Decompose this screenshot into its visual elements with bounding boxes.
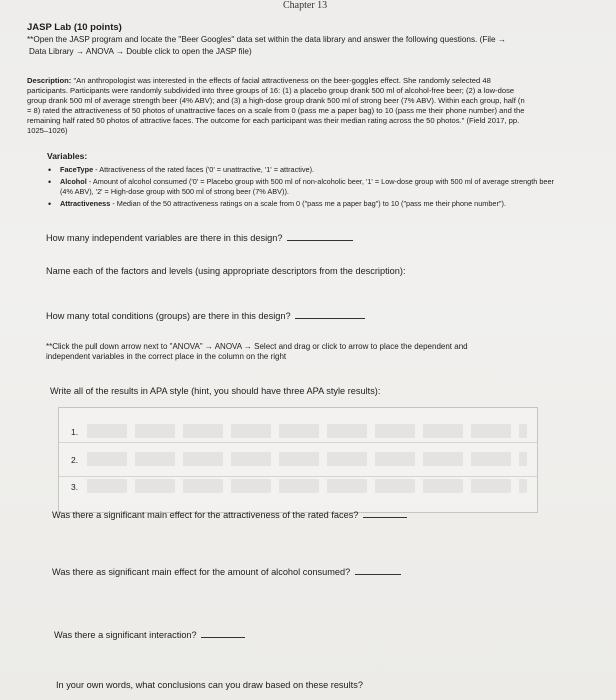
- question-main-effect-faces: [52, 509, 407, 520]
- results-answer-box[interactable]: [58, 407, 538, 513]
- chapter-header: Chapter 13: [283, 0, 328, 11]
- question-text: Was there a significant main effect for the attractiveness of the rated faces?: [52, 510, 359, 520]
- question-text: How many independent variables are there in this design?: [46, 233, 283, 243]
- question-text: Was there a significant interaction?: [54, 630, 197, 640]
- question-apa-results: Write all of the results in APA style (hint, you should have three APA style results):: [50, 386, 381, 396]
- variable-name: Alcohol: [60, 177, 87, 186]
- question-main-effect-alcohol: [52, 566, 401, 577]
- result-number-3: 3.: [71, 482, 79, 492]
- description-label: Description:: [27, 76, 72, 85]
- question-iv-count: [46, 232, 353, 243]
- question-interaction: [54, 629, 245, 640]
- variable-item-alcohol: [60, 177, 560, 197]
- variable-name: Attractiveness: [60, 199, 111, 208]
- result-answer-3[interactable]: [87, 479, 527, 493]
- variable-desc: - Attractiveness of the rated faces ('0' = unattractive, '1' = attractive).: [93, 165, 315, 174]
- variable-item-facetype: [60, 165, 560, 175]
- description-text-1: "An anthropologist was interested in the effects of facial attractiveness on the beer-goggles effect. She randomly selected 48: [73, 76, 491, 85]
- result-answer-1[interactable]: [87, 424, 527, 438]
- description-line-6: 1025–1026): [27, 126, 68, 135]
- answer-blank[interactable]: [363, 509, 407, 518]
- question-conditions: [46, 310, 365, 321]
- result-number-2: 2.: [71, 455, 79, 465]
- question-text: Was there as significant main effect for the amount of alcohol consumed?: [52, 567, 351, 577]
- question-text: How many total conditions (groups) are there in this design?: [46, 311, 291, 321]
- instruction-line-1: **Open the JASP program and locate the "Beer Googles" data set within the data library and answer the following questions. (File →: [27, 35, 506, 44]
- result-answer-2[interactable]: [87, 452, 527, 466]
- instruction-line-2: Data Library → ANOVA → Double click to open the JASP file): [29, 47, 252, 56]
- description-line-3: group drank 500 ml of average strength beer (4% ABV); and (3) a high-dose group drank 500 ml of strong beer (7% ABV). Within each group, half (n: [27, 96, 525, 105]
- question-conclusions: In your own words, what conclusions can you draw based on these results?: [56, 680, 363, 690]
- variables-heading: Variables:: [47, 151, 88, 161]
- description-line-1: [27, 77, 491, 85]
- variables-list: [60, 165, 560, 211]
- lab-title: JASP Lab (10 points): [27, 22, 122, 33]
- variable-item-attractiveness: [60, 199, 560, 209]
- description-line-4: = 8) rated the attractiveness of 50 photos of unattractive faces on a scale from 0 (pass me a paper bag) to 10 (pass me their phone number) and the: [27, 106, 525, 115]
- answer-blank[interactable]: [295, 310, 365, 319]
- jasp-note-line-2: independent variables in the correct place in the column on the right: [46, 352, 287, 361]
- result-number-1: 1.: [71, 427, 79, 437]
- answer-blank[interactable]: [287, 232, 353, 241]
- answer-blank[interactable]: [355, 566, 401, 575]
- question-factors-levels: Name each of the factors and levels (using appropriate descriptors from the description):: [46, 266, 406, 276]
- answer-blank[interactable]: [201, 629, 245, 638]
- variable-name: FaceType: [60, 165, 94, 174]
- description-line-2: participants. Participants were randomly subdivided into three groups of 16: (1) a placebo group drank 500 ml of alcohol-free beer; (2) a low-dose: [27, 86, 515, 95]
- variable-desc: - Amount of alcohol consumed ('0' = Placebo group with 500 ml of non-alcoholic beer, '1' = Low-dose group with 500 ml of average strength beer (4% ABV), '2' = High-dose group with 500 ml of strong beer (7% ABV)).: [60, 177, 554, 196]
- variable-desc: - Median of the 50 attractiveness ratings on a scale from 0 ("pass me a paper bag") to 10 ("pass me their phone number").: [110, 199, 506, 208]
- jasp-note-line-1: **Click the pull down arrow next to "ANOVA" → ANOVA → Select and drag or click to arrow to place the dependent and: [46, 342, 468, 351]
- description-line-5: remaining half rated 50 photos of attractive faces. The outcome for each participant was their median rating across the 50 photos." (Field 2017, pp.: [27, 116, 520, 125]
